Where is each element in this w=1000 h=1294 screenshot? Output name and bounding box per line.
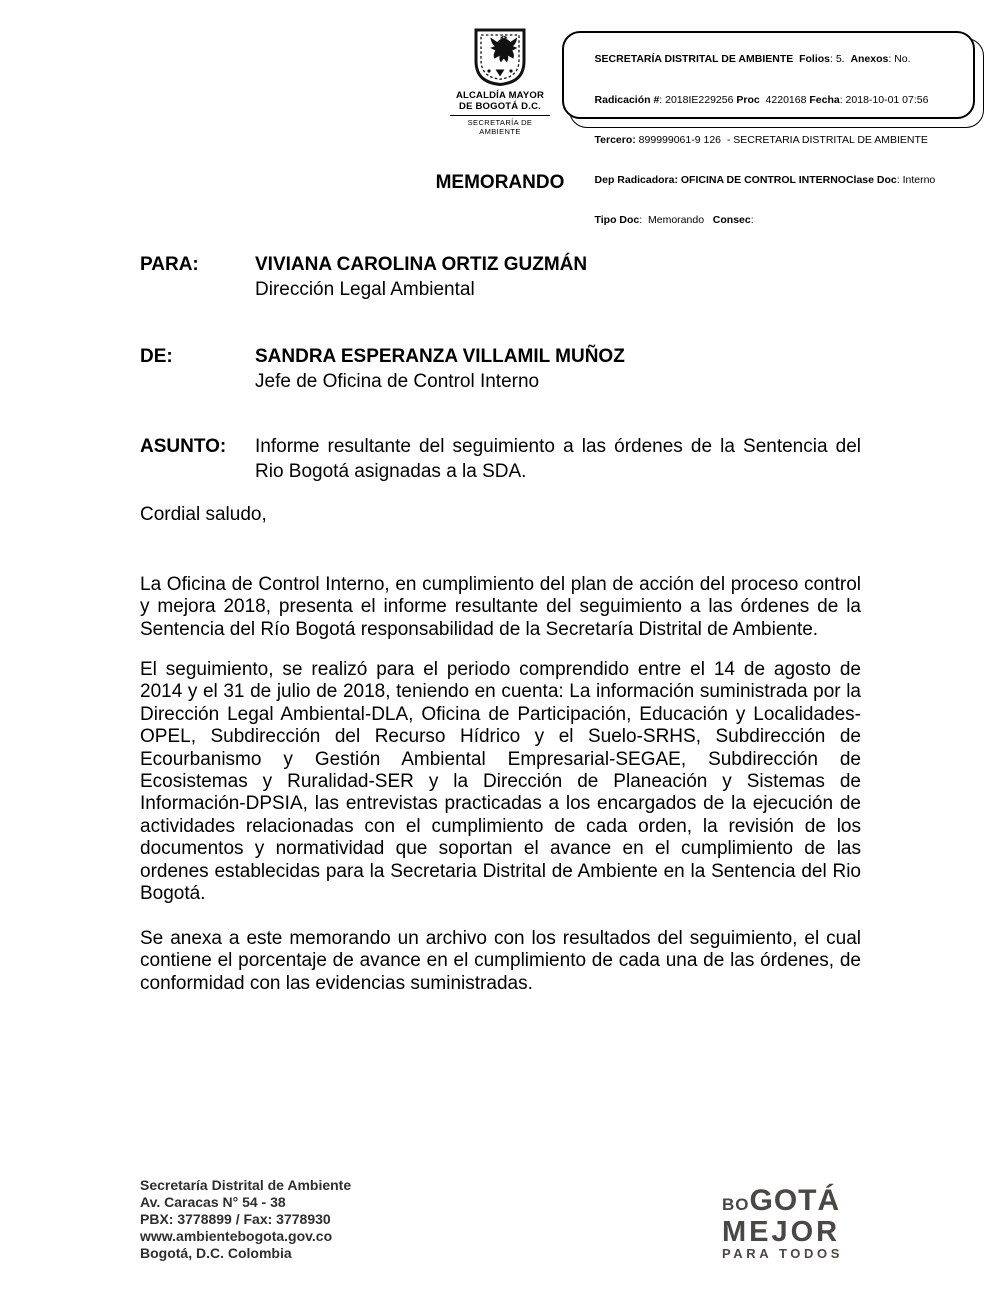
para-name: VIVIANA CAROLINA ORTIZ GUZMÁN — [255, 254, 588, 275]
slogan-line-para-todos: PARA TODOS — [722, 1246, 843, 1261]
asunto-text: Informe resultante del seguimiento a las órdenes de la Sentencia del Rio Bogotá asignadas a la SDA. — [255, 436, 861, 482]
logo-text-line1: ALCALDÍA MAYOR — [455, 90, 545, 101]
stamp-dep-label: Dep Radicadora: OFICINA DE CONTROL INTERNO — [594, 174, 846, 187]
para-role: Dirección Legal Ambiental — [255, 279, 475, 300]
logo-text-line2: DE BOGOTÁ D.C. — [459, 101, 541, 112]
stamp-line-3 — [577, 120, 963, 160]
slogan-line-mejor: MEJOR — [722, 1216, 841, 1248]
stamp-clase-value: : Interno — [896, 174, 936, 187]
stamp-proc-label: Proc — [736, 93, 760, 106]
asunto-label: ASUNTO: — [140, 436, 227, 457]
stamp-fecha-value: : 2018-10-01 07:56 — [839, 93, 929, 106]
stamp-tipo-value: : Memorando — [639, 214, 713, 227]
para-value — [255, 252, 861, 302]
footer-city: Bogotá, D.C. Colombia — [140, 1245, 292, 1261]
stamp-tercero-label: Tercero: — [594, 133, 636, 146]
stamp-folios-label: Folios — [799, 53, 830, 66]
stamp-anexos-value: : No. — [888, 53, 911, 66]
stamp-clase-label: Clase Doc — [845, 174, 897, 187]
stamp-radicacion-label: Radicación # — [594, 93, 660, 106]
body-paragraph-2: El seguimiento, se realizó para el periodo comprendido entre el 14 de agosto de 2014 y el 31 de julio de 2018, teniendo en cuenta: La información suministrada por la Dirección Legal Ambiental-DLA, Oficina de Participación, Educación y Localidades-OPEL, Subdirección del Recurso Hídrico y el Suelo-SRHS, Subdirección de Ecourbanismo y Gestión Ambiental Empresarial-SEGAE, Subdirección de Ecosistemas y Ruralidad-SER y la Dirección de Planeación y Sistemas de Información-DPSIA, las entrevistas practicadas a los encargados de la ejecución de actividades relacionadas con el cumplimiento de cada orden, la revisión de los documentos y normatividad que soportan el avance en el cumplimiento de las ordenes establecidas para la Secretaria Distrital de Ambiente en la Sentencia del Rio Bogotá. — [140, 659, 861, 905]
field-row-asunto — [140, 434, 861, 484]
stamp-radicacion-value: : 2018IE229256 — [659, 93, 737, 106]
radicacion-stamp — [562, 31, 975, 227]
logo-subtitle: SECRETARÍA DE AMBIENTE — [467, 118, 533, 136]
de-value — [255, 344, 861, 394]
slogan-bo: BO — [722, 1195, 750, 1214]
stamp-anexos-label: Anexos — [850, 53, 889, 66]
logo-divider — [450, 115, 550, 116]
body-paragraph-3: Se anexa a este memorando un archivo con los resultados del seguimiento, el cual contiene el porcentaje de avance en el cumplimiento de cada una de las órdenes, de conformidad con las evidencias suministradas. — [140, 928, 861, 994]
alcaldia-logo — [446, 28, 554, 136]
de-role: Jefe de Oficina de Control Interno — [255, 371, 540, 392]
de-label: DE: — [140, 346, 173, 367]
field-row-de — [140, 344, 861, 394]
footer-website: www.ambientebogota.gov.co — [140, 1228, 333, 1244]
stamp-org: SECRETARÍA DISTRITAL DE AMBIENTE — [594, 53, 800, 66]
stamp-folios-value: : 5. — [830, 53, 851, 66]
stamp-line-2 — [577, 80, 963, 120]
bogota-coat-of-arms-icon — [474, 28, 526, 86]
memo-title: MEMORANDO — [435, 172, 565, 193]
stamp-proc-value: 4220168 — [759, 93, 810, 106]
para-label: PARA: — [140, 254, 199, 275]
stamp-consec-label: Consec — [712, 214, 751, 227]
stamp-tercero-value: 899999061-9 126 - SECRETARIA DISTRITAL DE AMBIENTE — [635, 133, 928, 146]
stamp-line-5 — [577, 201, 963, 241]
footer-address: Av. Caracas N° 54 - 38 — [140, 1194, 286, 1210]
stamp-consec-value: : — [750, 214, 754, 227]
footer-org: Secretaría Distrital de Ambiente — [140, 1177, 352, 1193]
stamp-tipo-label: Tipo Doc — [594, 214, 640, 227]
field-row-para — [140, 252, 861, 302]
stamp-line-1 — [577, 40, 963, 80]
de-name: SANDRA ESPERANZA VILLAMIL MUÑOZ — [255, 346, 625, 367]
stamp-fecha-label: Fecha — [809, 93, 840, 106]
footer-contact-block — [140, 1177, 351, 1262]
slogan-line-bogota — [722, 1184, 843, 1219]
greeting: Cordial saludo, — [140, 504, 267, 525]
slogan-gota: GOTÁ — [749, 1184, 841, 1217]
stamp-line-4 — [577, 161, 963, 201]
body-paragraph-1: La Oficina de Control Interno, en cumplimiento del plan de acción del proceso control y mejora 2018, presenta el informe resultante del seguimiento a las órdenes de la Sentencia del Río Bogotá responsabilidad de la Secretaría Distrital de Ambiente. — [140, 574, 861, 640]
bogota-mejor-logo — [722, 1184, 843, 1262]
footer-phone: PBX: 3778899 / Fax: 3778930 — [140, 1211, 331, 1227]
